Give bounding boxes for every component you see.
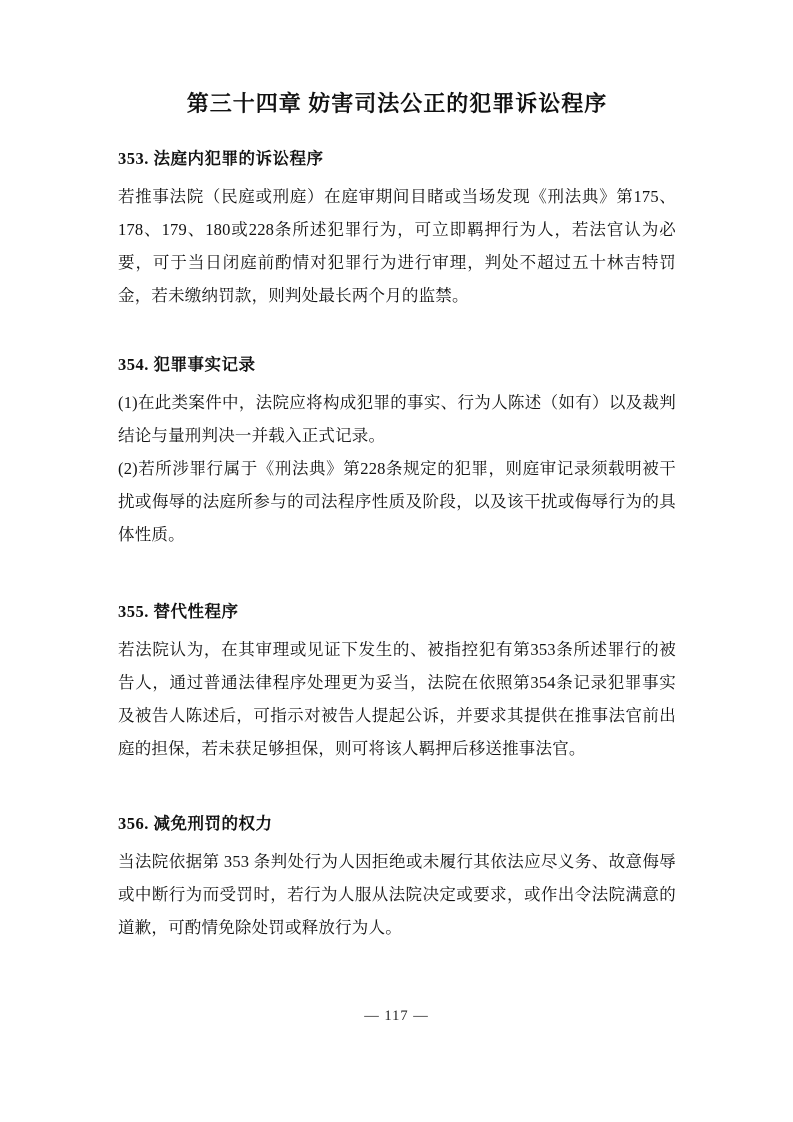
section-356 [118,813,676,944]
section-body [118,386,676,551]
section-353 [118,148,676,312]
section-354 [118,354,676,551]
section-body [118,845,676,944]
section-paragraph: (2)若所涉罪行属于《刑法典》第228条规定的犯罪，则庭审记录须载明被干扰或侮辱的法庭所参与的司法程序性质及阶段，以及该干扰或侮辱行为的具体性质。 [118,459,676,544]
section-heading: 354. 犯罪事实记录 [118,355,256,374]
section-paragraph: 若推事法院（民庭或刑庭）在庭审期间目睹或当场发现《刑法典》第175、178、179、180或228条所述犯罪行为，可立即羁押行为人，若法官认为必要，可于当日闭庭前酌情对犯罪行为进行审理，判处不超过五十林吉特罚金，若未缴纳罚款，则判处最长两个月的监禁。 [118,187,676,305]
section-body [118,633,676,765]
section-paragraph: 当法院依据第 353 条判处行为人因拒绝或未履行其依法应尽义务、故意侮辱或中断行为而受罚时，若行为人服从法院决定或要求，或作出令法院满意的道歉，可酌情免除处罚或释放行为人。 [118,852,676,937]
chapter-title: 第三十四章 妨害司法公正的犯罪诉讼程序 [186,91,608,116]
section-heading: 353. 法庭内犯罪的诉讼程序 [118,149,324,168]
page-number: — 117 — [364,1008,429,1024]
section-355 [118,601,676,765]
section-body [118,180,676,312]
section-heading: 356. 减免刑罚的权力 [118,814,273,833]
section-heading: 355. 替代性程序 [118,602,239,621]
section-paragraph: 若法院认为，在其审理或见证下发生的、被指控犯有第353条所述罪行的被告人，通过普通法律程序处理更为妥当，法院在依照第354条记录犯罪事实及被告人陈述后，可指示对被告人提起公诉，并要求其提供在推事法官前出庭的担保，若未获足够担保，则可将该人羁押后移送推事法官。 [118,640,676,758]
section-paragraph: (1)在此类案件中，法院应将构成犯罪的事实、行为人陈述（如有）以及裁判结论与量刑判决一并载入正式记录。 [118,393,676,445]
